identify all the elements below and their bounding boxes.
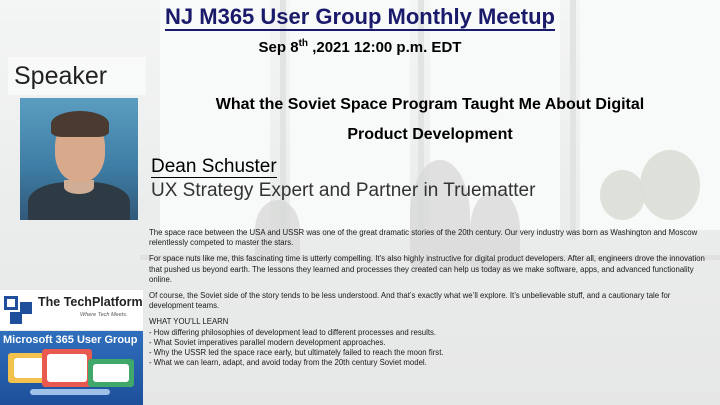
speaker-role: UX Strategy Expert and Partner in Truematter — [151, 180, 536, 201]
description-paragraph: The space race between the USA and USSR was one of the great dramatic stories of the 20th century. Our very industry was born as Washington and Moscow relentlessly competed to master the stars. — [149, 228, 698, 248]
learn-list — [149, 317, 715, 368]
ms365-group-label: Microsoft 365 User Group — [3, 334, 138, 346]
event-date: Sep 8th ,2021 12:00 p.m. EDT — [258, 38, 462, 56]
learn-item: - How differing philosophies of development lead to different processes and results. — [149, 327, 437, 337]
speaker-photo — [20, 98, 138, 220]
techplatform-name: The TechPlatform — [38, 295, 143, 309]
talk-title: What the Soviet Space Program Taught Me About Digital Product Development — [215, 96, 645, 143]
learn-item: - Why the USSR led the space race early, but ultimately failed to reach the moon first. — [149, 348, 444, 358]
techplatform-logo — [0, 290, 143, 330]
ms365-group-banner — [0, 331, 143, 405]
event-title: NJ M365 User Group Monthly Meetup — [165, 4, 555, 29]
description-paragraph: Of course, the Soviet side of the story tends to be less understood. And that’s exactly what we’ll explore. It’s unbelievable stuff, and a cautionary tale for development teams. — [149, 291, 671, 311]
description-paragraph: For space nuts like me, this fascinating time is utterly compelling. It’s also highly instructive for digital product developers. After all, engineers drove the innovation that pushed us beyond earth. The lessons they learned and processes they created can help us today as we make software, apps, and advanced functionality online. — [149, 254, 705, 284]
learn-item: - What we can learn, adapt, and avoid today from the 20th century Soviet model. — [149, 358, 427, 368]
learn-heading: WHAT YOU’LL LEARN — [149, 317, 229, 327]
learn-item: - What Soviet imperatives parallel modern development approaches. — [149, 337, 386, 347]
speaker-heading: Speaker — [8, 57, 146, 95]
speaker-name: Dean Schuster — [151, 156, 277, 177]
talk-description — [149, 228, 715, 368]
techplatform-mark-icon — [4, 296, 34, 324]
techplatform-tagline: Where Tech Meets. — [80, 312, 128, 318]
